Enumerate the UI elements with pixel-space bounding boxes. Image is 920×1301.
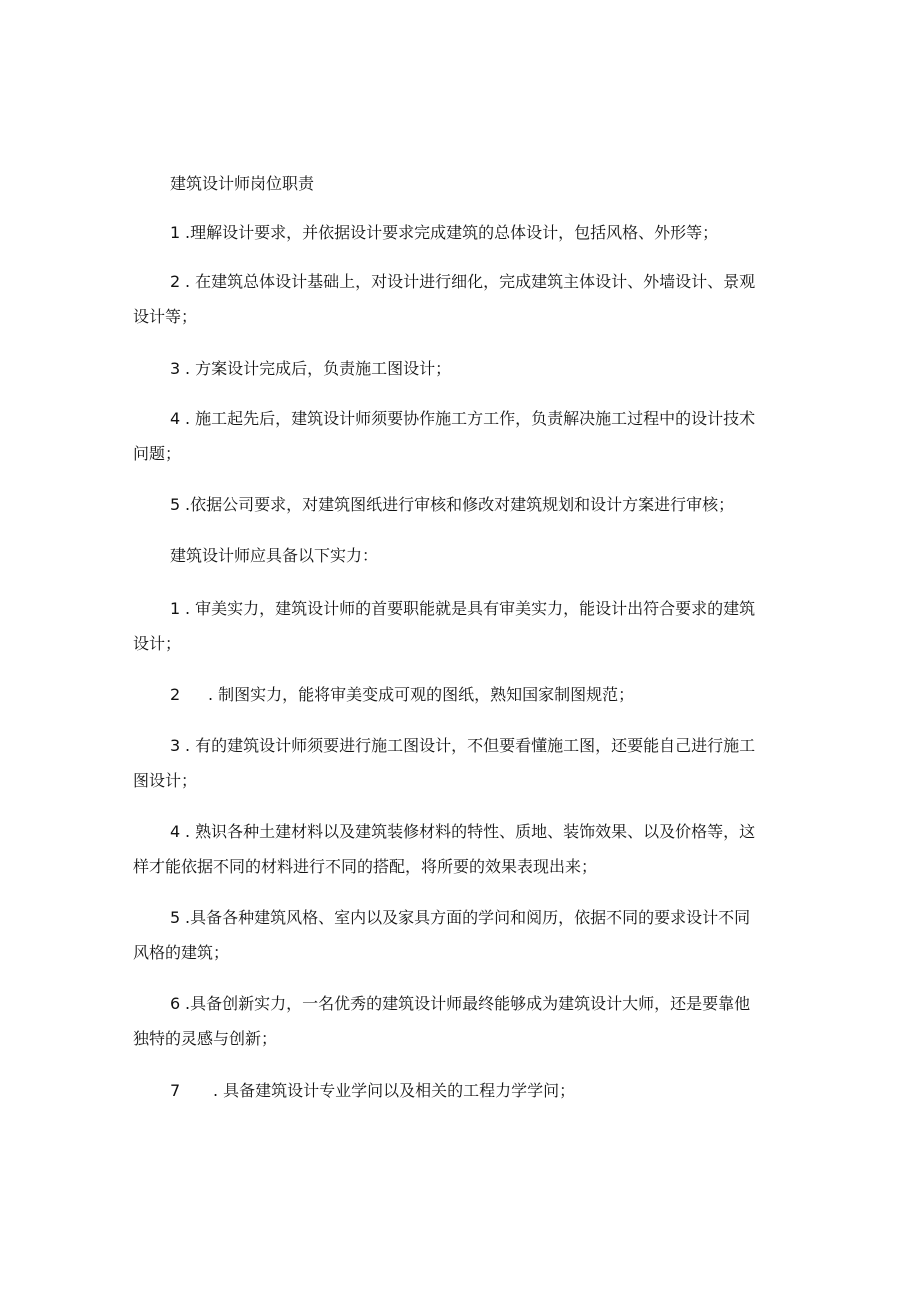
skill-number-4: 4 xyxy=(170,822,181,841)
skill-1-line-2: 设计； xyxy=(133,634,182,653)
skill-number-5: 5 xyxy=(170,908,181,927)
duty-2-line-2: 设计等； xyxy=(133,307,198,326)
skill-4-line-2: 样才能依据不同的材料进行不同的搭配，将所要的效果表现出来； xyxy=(133,857,598,876)
skill-7-line-1: . 具备建筑设计专业学问以及相关的工程力学学问； xyxy=(213,1081,576,1100)
skill-4-line-1: . 熟识各种土建材料以及建筑装修材料的特性、质地、装饰效果、以及价格等，这 xyxy=(185,822,756,841)
duty-number-1: 1 xyxy=(170,223,181,242)
skill-6-line-2: 独特的灵感与创新； xyxy=(133,1029,278,1048)
doc-title: 建筑设计师岗位职责 xyxy=(170,174,315,193)
skills-heading: 建筑设计师应具备以下实力： xyxy=(170,546,379,565)
duty-number-2: 2 xyxy=(170,272,181,291)
duty-number-5: 5 xyxy=(170,495,181,514)
skill-6-line-1: .具备创新实力，一名优秀的建筑设计师最终能够成为建筑设计大师，还是要靠他 xyxy=(185,994,751,1013)
duty-4-line-1: . 施工起先后，建筑设计师须要协作施工方工作，负责解决施工过程中的设计技术 xyxy=(185,409,756,428)
skill-number-7: 7 xyxy=(170,1081,181,1100)
skill-number-6: 6 xyxy=(170,994,181,1013)
duty-number-3: 3 xyxy=(170,359,181,378)
duty-number-4: 4 xyxy=(170,409,181,428)
duty-5-line-1: .依据公司要求，对建筑图纸进行审核和修改对建筑规划和设计方案进行审核； xyxy=(185,495,735,514)
skill-5-line-1: .具备各种建筑风格、室内以及家具方面的学问和阅历，依据不同的要求设计不同 xyxy=(185,908,751,927)
skill-3-line-2: 图设计； xyxy=(133,771,198,790)
skill-2-line-1: . 制图实力，能将审美变成可观的图纸，熟知国家制图规范； xyxy=(208,685,635,704)
duty-2-line-1: . 在建筑总体设计基础上，对设计进行细化，完成建筑主体设计、外墙设计、景观 xyxy=(185,272,756,291)
duty-1-line-1: .理解设计要求，并依据设计要求完成建筑的总体设计，包括风格、外形等； xyxy=(185,223,719,242)
skill-number-2: 2 xyxy=(170,685,181,704)
skill-3-line-1: . 有的建筑设计师须要进行施工图设计，不但要看懂施工图，还要能自己进行施工 xyxy=(185,736,756,755)
skill-5-line-2: 风格的建筑； xyxy=(133,943,230,962)
skill-1-line-1: . 审美实力，建筑设计师的首要职能就是具有审美实力，能设计出符合要求的建筑 xyxy=(185,599,756,618)
duty-3-line-1: . 方案设计完成后，负责施工图设计； xyxy=(185,359,452,378)
skill-number-3: 3 xyxy=(170,736,181,755)
skill-number-1: 1 xyxy=(170,599,181,618)
duty-4-line-2: 问题； xyxy=(133,444,182,463)
